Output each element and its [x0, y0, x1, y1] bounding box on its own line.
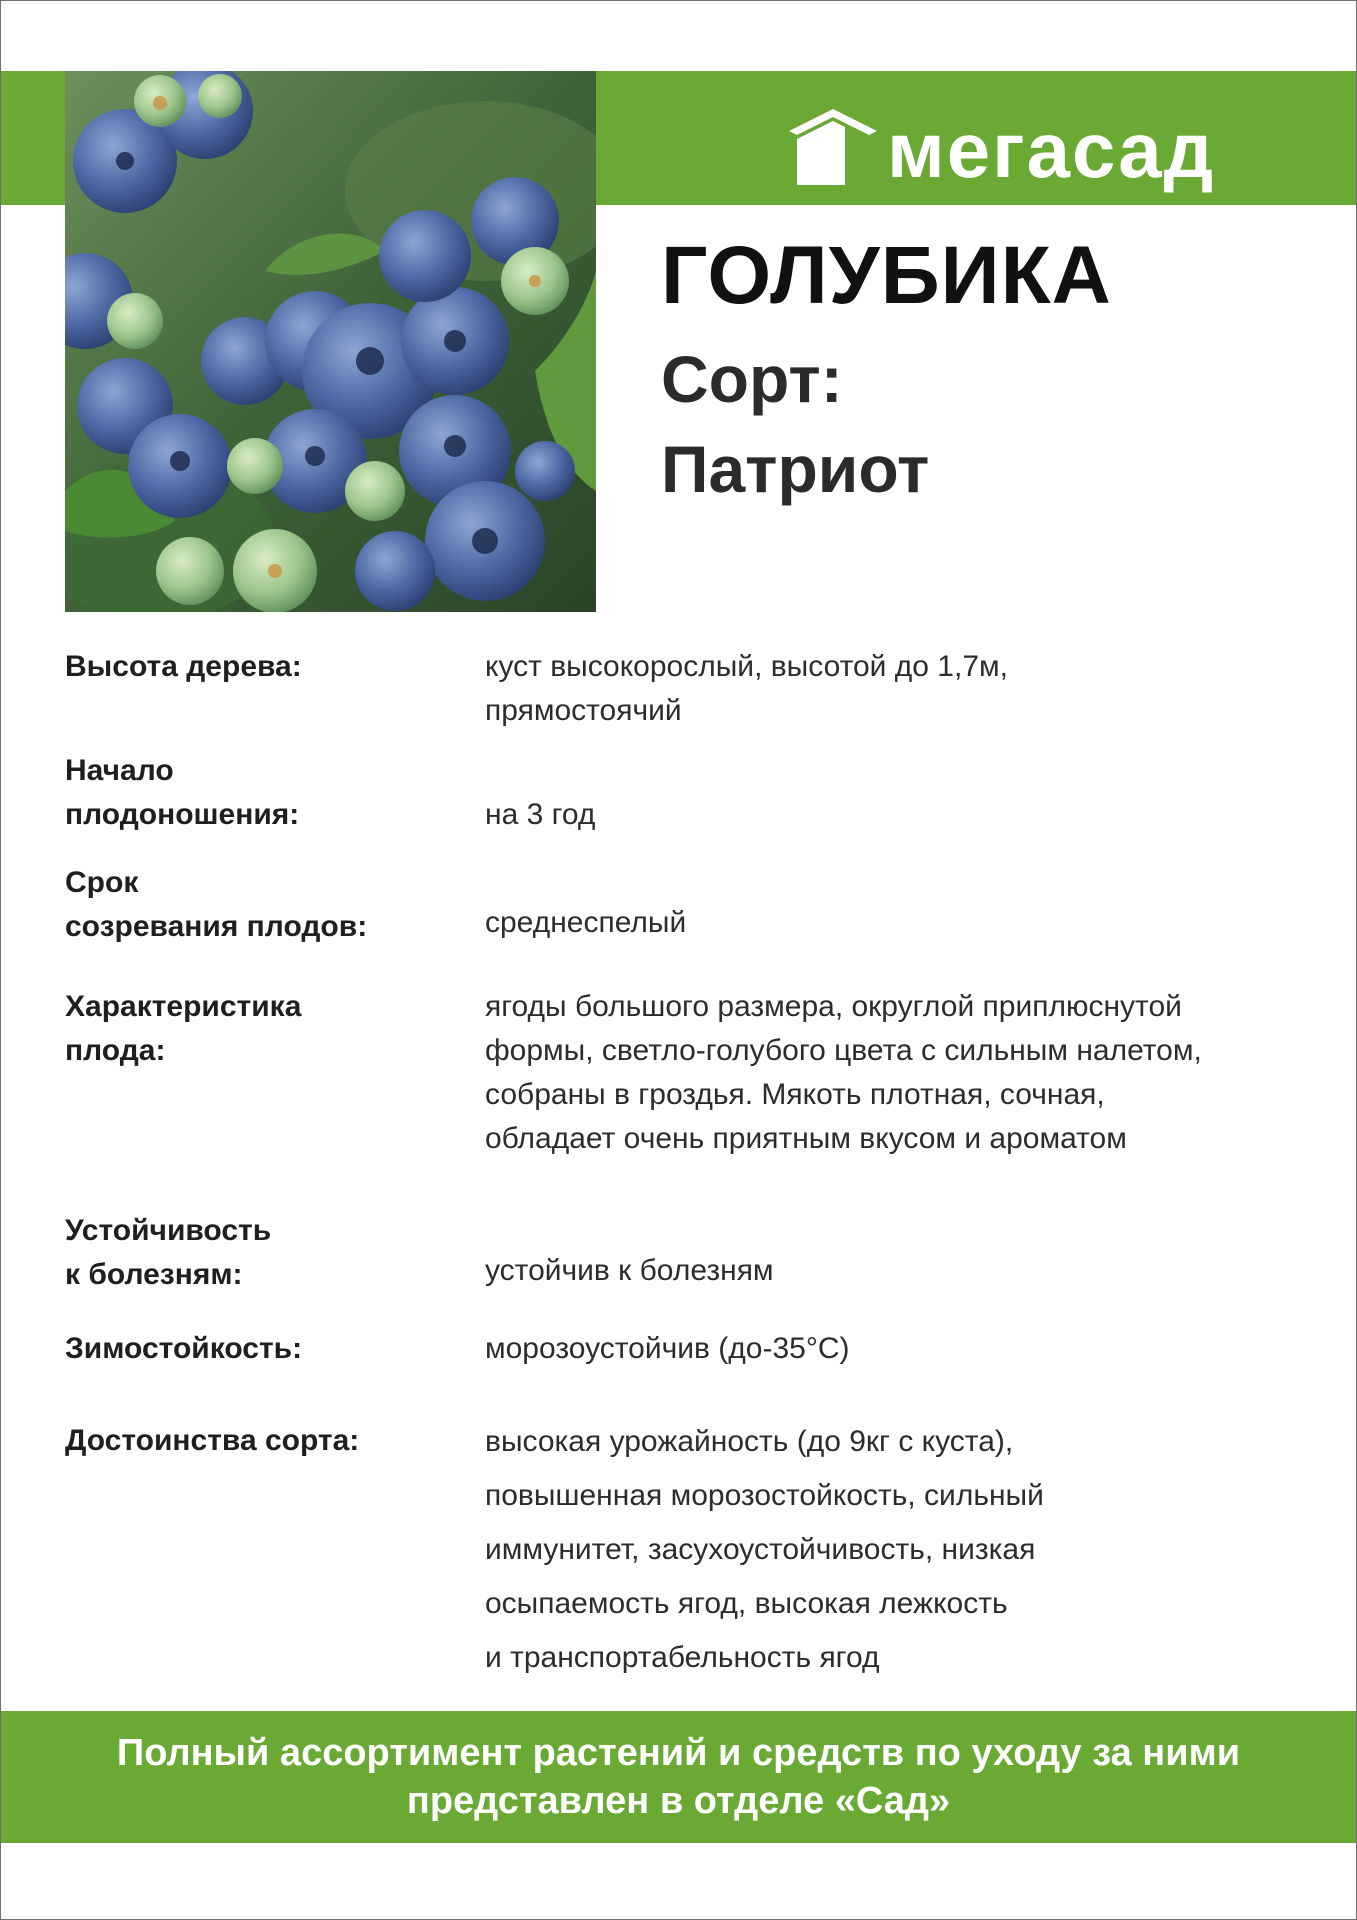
spec-value: морозоустойчив (до-35°С): [485, 1332, 850, 1365]
spec-value: куст высокорослый, высотой до 1,7м, прямостоячий: [485, 650, 1008, 727]
blueberry-cluster-illustration: [65, 71, 596, 612]
spec-value: высокая урожайность (до 9кг с куста), повышенная морозостойкость, сильный иммунитет, засухоустойчивость, низкая осыпаемость ягод, высокая лежкость и транспортабельность ягод: [485, 1425, 1044, 1674]
variety-name: Патриот: [661, 432, 930, 506]
spec-value: ягоды большого размера, округлой приплюснутой формы, светло-голубого цвета с сильным налетом, собраны в гроздья. Мякоть плотная, сочная, обладает очень приятным вкусом и ароматом: [485, 990, 1202, 1155]
spec-label: Начало плодоношения:: [65, 754, 300, 831]
house-icon: [785, 105, 881, 185]
spec-label: Достоинства сорта:: [65, 1424, 360, 1457]
variety-label: Сорт:: [661, 342, 843, 416]
product-title: ГОЛУБИКА: [661, 230, 1112, 321]
spec-label: Характеристика плода:: [65, 990, 302, 1067]
blueberry-photo: [65, 71, 596, 612]
brand-name: мегасад: [887, 106, 1216, 194]
brand-logo: [785, 95, 1245, 194]
spec-value: устойчив к болезням: [485, 1254, 774, 1287]
footer-banner: [1, 1711, 1356, 1843]
footer-line-1: Полный ассортимент растений и средств по уходу за ними: [116, 1732, 1241, 1774]
spec-label: Высота дерева:: [65, 650, 302, 683]
spec-label: Устойчивость к болезням:: [65, 1214, 272, 1291]
spec-label: Срок созревания плодов:: [65, 866, 368, 943]
footer-line-2: представлен в отделе «Сад»: [406, 1780, 951, 1822]
spec-label: Зимостойкость:: [65, 1332, 303, 1365]
spec-value: на 3 год: [485, 798, 596, 831]
spec-value: среднеспелый: [485, 906, 687, 939]
